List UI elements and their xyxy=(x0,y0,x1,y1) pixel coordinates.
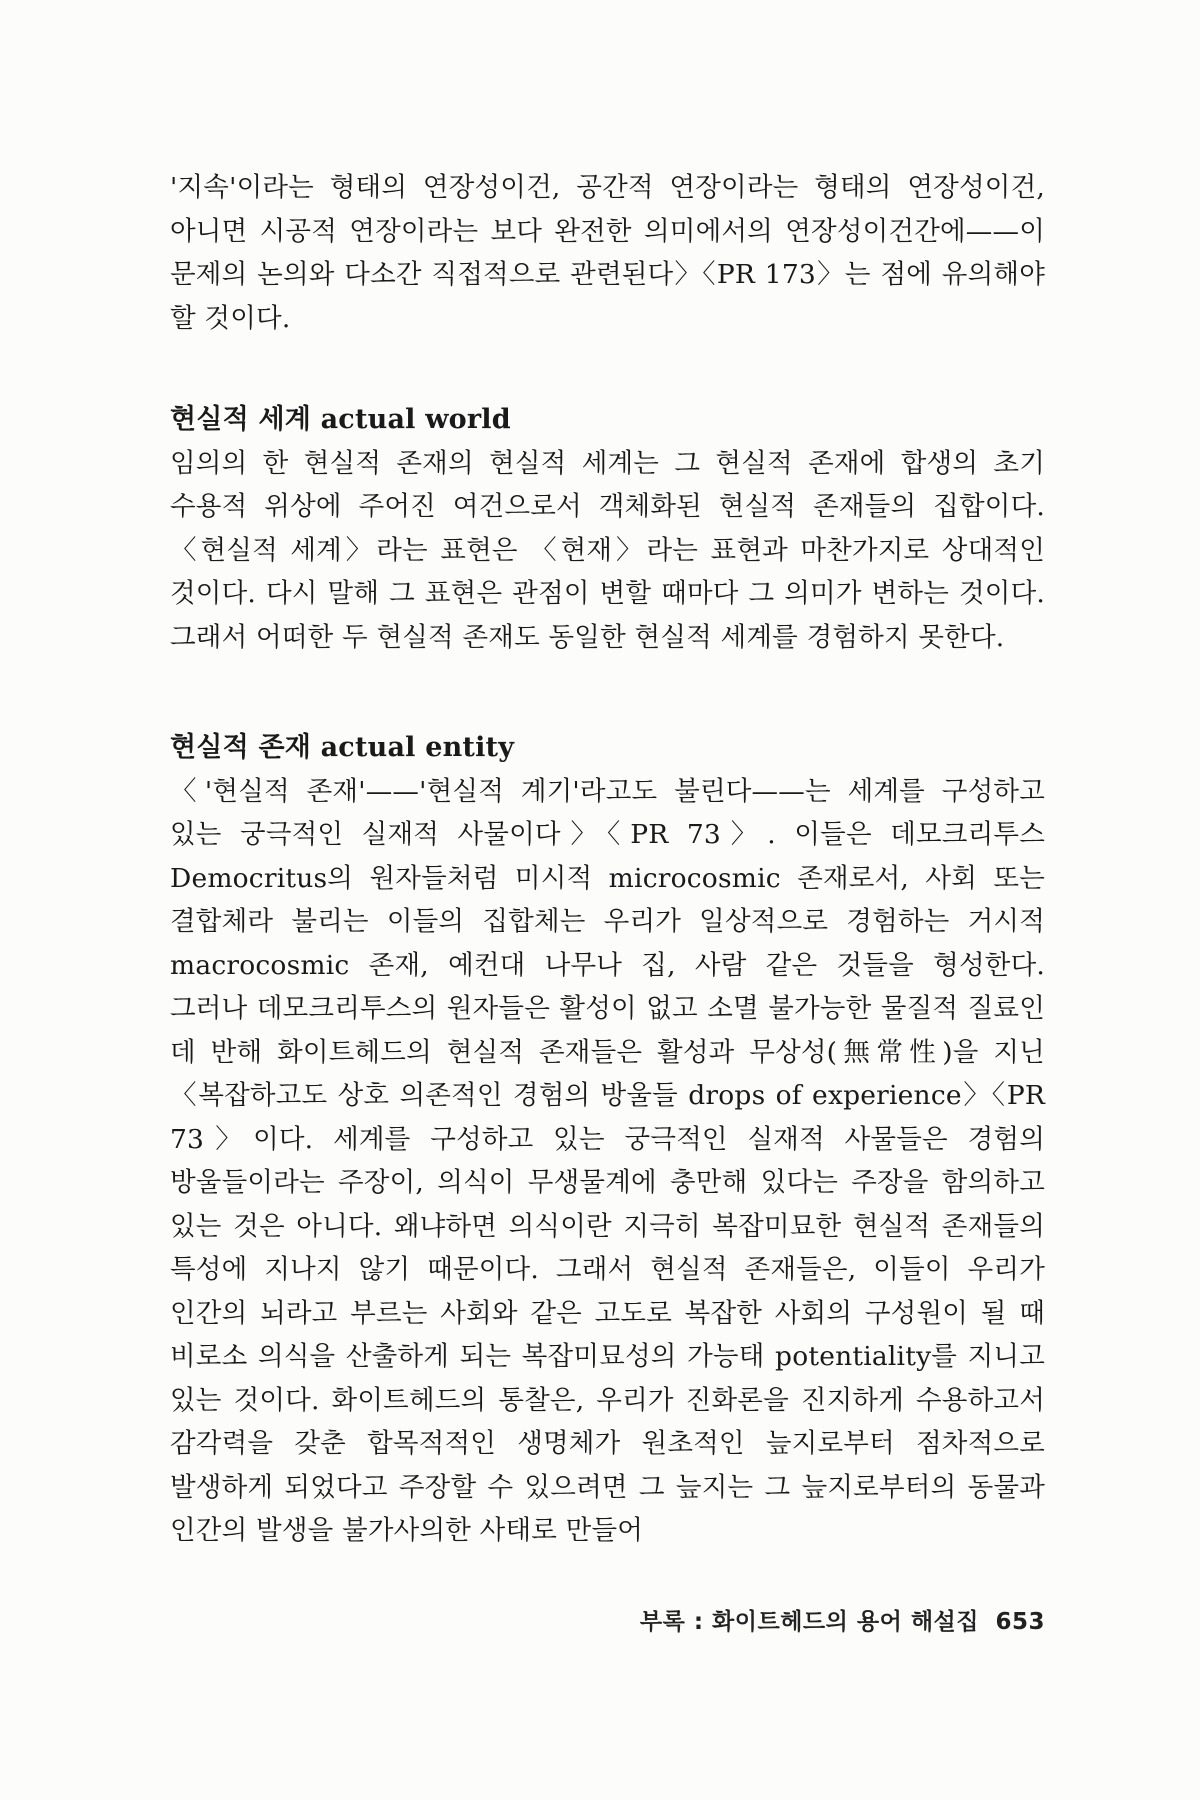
page-footer xyxy=(575,1603,1045,1636)
glossary-entry-actual-world xyxy=(170,398,1045,659)
entry-definition-actual-world: 임의의 한 현실적 존재의 현실적 세계는 그 현실적 존재에 합생의 초기 수용적 위상에 주어진 여건으로서 객체화된 현실적 존재들의 집합이다. 〈현실적 세계〉라는 표현은 〈현재〉라는 표현과 마찬가지로 상대적인 것이다. 다시 말해 그 표현은 관점이 변할 때마다 그 의미가 변하는 것이다. 그래서 어떠한 두 현실적 존재도 동일한 현실적 세계를 경험하지 못한다. xyxy=(170,447,1045,653)
page-number: 653 xyxy=(995,1609,1045,1635)
glossary-entry-actual-entity xyxy=(170,726,1045,1553)
intro-paragraph-block xyxy=(170,166,1045,340)
entry-definition-actual-entity: 〈'현실적 존재'——'현실적 계기'라고도 불린다——는 세계를 구성하고 있는 궁극적인 실재적 사물이다〉〈PR 73〉. 이들은 데모크리투스 Democritus의 원자들처럼 미시적 microcosmic 존재로서, 사회 또는 결합체라 불리는 이들의 집합체는 우리가 일상적으로 경험하는 거시적 macrocosmic 존재, 예컨대 나무나 집, 사람 같은 것들을 형성한다. 그러나 데모크리투스의 원자들은 활성이 없고 소멸 불가능한 물질적 질료인 데 반해 화이트헤드의 현실적 존재들은 활성과 무상성(無常性)을 지닌 〈복잡하고도 상호 의존적인 경험의 방울들 drops of experience〉〈PR 73〉이다. 세계를 구성하고 있는 궁극적인 실재적 사물들은 경험의 방울들이라는 주장이, 의식이 무생물계에 충만해 있다는 주장을 함의하고 있는 것은 아니다. 왜냐하면 의식이란 지극히 복잡미묘한 현실적 존재들의 특성에 지나지 않기 때문이다. 그래서 현실적 존재들은, 이들이 우리가 인간의 뇌라고 부르는 사회와 같은 고도로 복잡한 사회의 구성원이 될 때 비로소 의식을 산출하게 되는 복잡미묘성의 가능태 potentiality를 지니고 있는 것이다. 화이트헤드의 통찰은, 우리가 진화론을 진지하게 수용하고서 감각력을 갖춘 합목적적인 생명체가 원초적인 늪지로부터 점차적으로 발생하게 되었다고 주장할 수 있으려면 그 늪지는 그 늪지로부터의 동물과 인간의 발생을 불가사의한 사태로 만들어 xyxy=(170,775,1046,1546)
intro-paragraph: '지속'이라는 형태의 연장성이건, 공간적 연장이라는 형태의 연장성이건, 아니면 시공적 연장이라는 보다 완전한 의미에서의 연장성이건간에——이 문제의 논의와 다소간 직접적으로 관련된다〉〈PR 173〉는 점에 유의해야 할 것이다. xyxy=(170,172,1045,334)
entry-term-actual-world: 현실적 세계 actual world xyxy=(170,404,511,435)
running-head: 부록 : 화이트헤드의 용어 해설집 xyxy=(639,1609,979,1635)
entry-term-actual-entity: 현실적 존재 actual entity xyxy=(170,732,515,763)
